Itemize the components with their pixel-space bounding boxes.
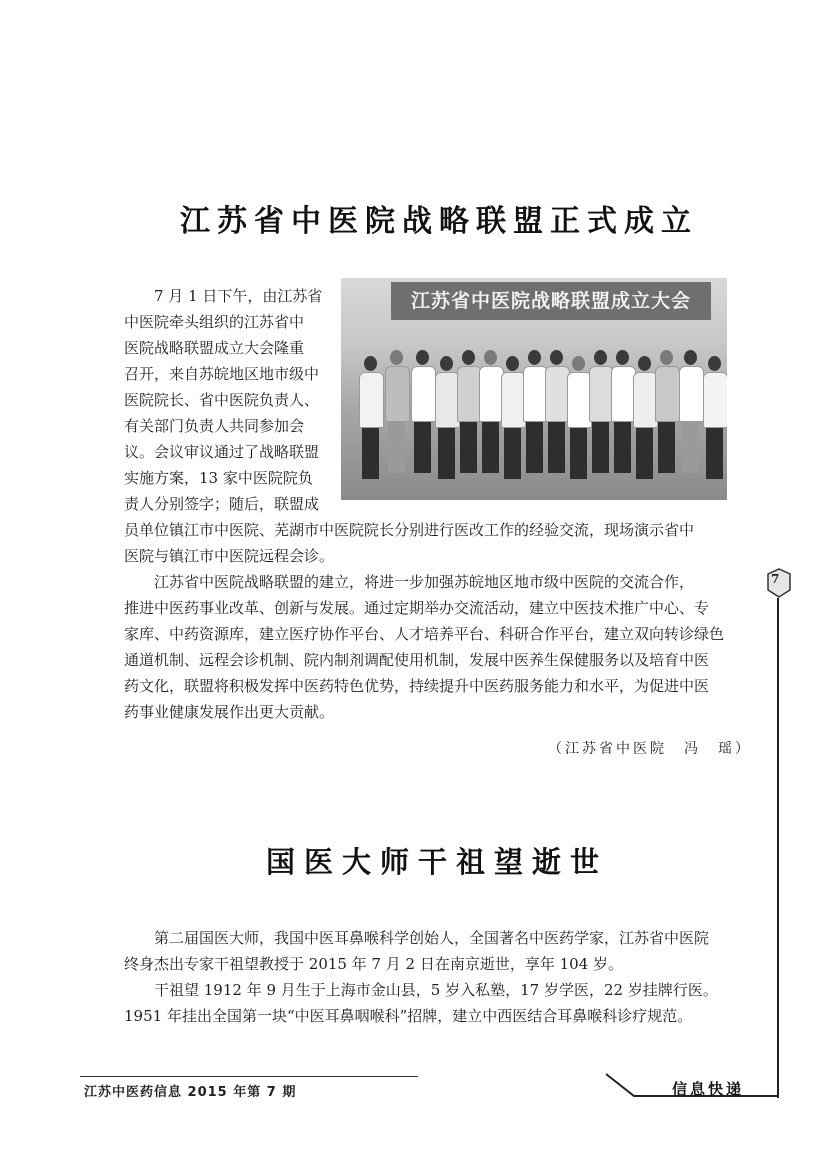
author-signature: （江苏省中医院 冯 瑶） — [548, 741, 752, 757]
text-line: 终身杰出专家干祖望教授于 2015 年 7 月 2 日在南京逝世，享年 104 岁。 — [124, 955, 624, 973]
article-paragraph-wrapped — [124, 283, 330, 517]
text-line: 召开，来自苏皖地区地市级中 — [124, 365, 320, 383]
text-line: 通道机制、远程会诊机制、院内制剂调配使用机制，发展中医养生保健服务以及培育中医 — [124, 651, 710, 669]
footer-journal: 江苏中医药信息 2015 年第 7 期 — [84, 1085, 297, 1100]
group-photo — [341, 278, 727, 500]
section-label: 信息快递 — [672, 1080, 745, 1098]
text-line: 医院战略联盟成立大会隆重 — [124, 339, 305, 357]
text-line: 中医院牵头组织的江苏省中 — [124, 313, 305, 331]
text-line: 药事业健康发展作出更大贡献。 — [124, 703, 335, 721]
text-line: 医院与镇江市中医院远程会诊。 — [124, 547, 335, 565]
text-line: 推进中医药事业改革、创新与发展。通过定期举办交流活动，建立中医技术推广中心、专 — [124, 599, 710, 617]
text-line: 家库、中药资源库，建立医疗协作平台、人才培养平台、科研合作平台，建立双向转诊绿色 — [124, 625, 725, 643]
page-number: 7 — [771, 572, 780, 586]
text-line: 员单位镇江市中医院、芜湖市中医院院长分别进行医改工作的经验交流，现场演示省中 — [124, 521, 695, 539]
text-line: 干祖望 1912 年 9 月生于上海市金山县，5 岁入私塾，17 岁学医，22 岁挂牌行医。 — [154, 981, 718, 999]
footer-rule — [80, 1076, 418, 1077]
article-paragraph-continued — [124, 517, 736, 569]
article-paragraph — [124, 569, 736, 725]
text-line: 议。会议审议通过了战略联盟 — [124, 443, 320, 461]
text-line: 第二届国医大师，我国中医耳鼻喉科学创始人，全国著名中医药学家，江苏省中医院 — [154, 929, 710, 947]
margin-rule — [777, 598, 779, 1098]
text-line: 药文化，联盟将积极发挥中医药特色优势，持续提升中医药服务能力和水平，为促进中医 — [124, 677, 710, 695]
text-line: 7 月 1 日下午，由江苏省 — [154, 287, 323, 305]
text-line: 医院院长、省中医院负责人、 — [124, 391, 320, 409]
article-title: 江苏省中医院战略联盟正式成立 — [180, 204, 698, 239]
text-line: 江苏省中医院战略联盟的建立，将进一步加强苏皖地区地市级中医院的交流合作， — [154, 573, 695, 591]
article-paragraph — [124, 925, 736, 1029]
article-title: 国医大师干祖望逝世 — [266, 845, 609, 879]
text-line: 有关部门负责人共同参加会 — [124, 417, 305, 435]
photo-banner: 江苏省中医院战略联盟成立大会 — [391, 282, 711, 320]
text-line: 实施方案，13 家中医院院负 — [124, 469, 313, 487]
text-line: 责人分别签字；随后，联盟成 — [124, 495, 320, 513]
text-line: 1951 年挂出全国第一块“中医耳鼻咽喉科”招牌，建立中西医结合耳鼻喉科诊疗规范。 — [124, 1007, 693, 1025]
